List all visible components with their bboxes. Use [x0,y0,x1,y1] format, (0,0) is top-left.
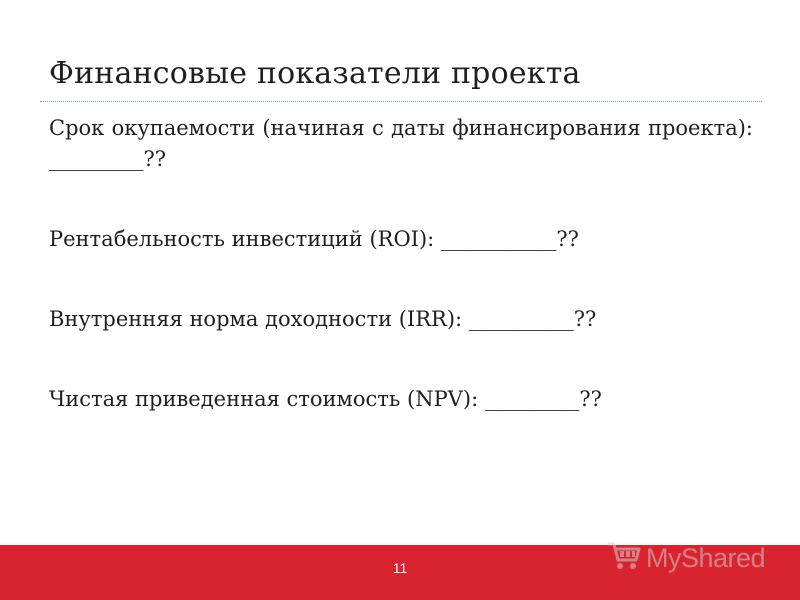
slide-title: Финансовые показатели проекта [49,56,581,91]
list-item-roi: Рентабельность инвестиций (ROI): ___________?? [49,227,579,251]
title-divider [40,101,762,102]
cart-icon [606,540,642,576]
list-item-npv: Чистая приведенная стоимость (NPV): _________?? [49,387,602,411]
list-item-irr: Внутренняя норма доходности (IRR): __________?? [49,307,597,331]
watermark-text: MyShared [646,542,766,573]
list-item-payback-period: Срок окупаемости (начиная с даты финансирования проекта): _________?? [49,116,753,171]
watermark [606,540,765,576]
slide-content [49,113,753,415]
page-number: 11 [392,560,408,576]
